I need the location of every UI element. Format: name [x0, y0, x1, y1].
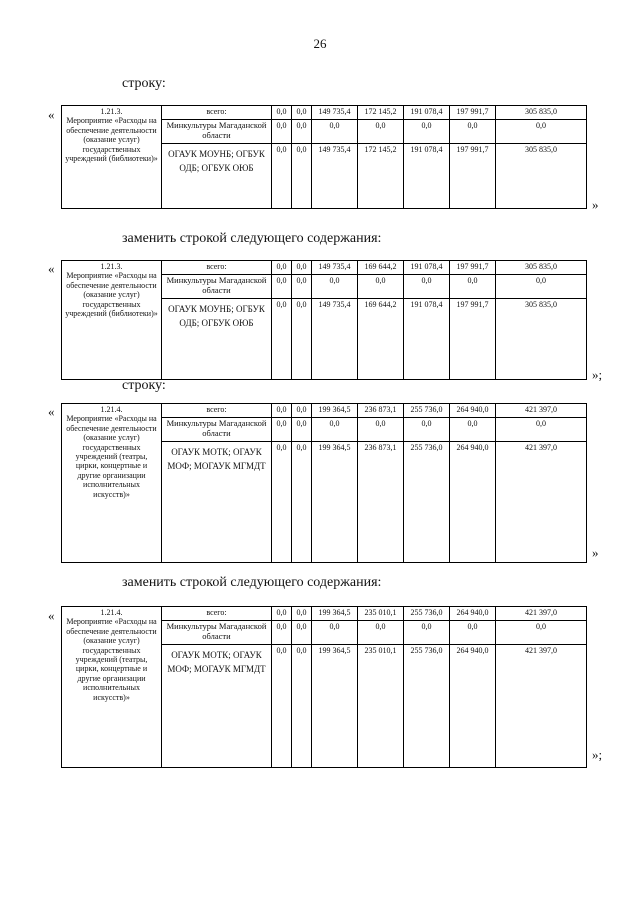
value-cell: 191 078,4 [404, 261, 450, 275]
section-1-close-quote: » [592, 197, 599, 212]
value-cell: 0,0 [312, 621, 358, 645]
row-label-total: всего: [162, 106, 272, 120]
row-label-institutions: ОГАУК МОТК; ОГАУК МОФ; МОГАУК МГМДТ [162, 442, 272, 563]
value-cell: 0,0 [272, 418, 292, 442]
value-cell: 0,0 [292, 261, 312, 275]
value-cell: 0,0 [292, 275, 312, 299]
value-cell: 0,0 [450, 275, 496, 299]
value-cell: 305 835,0 [496, 144, 587, 209]
value-cell: 421 397,0 [496, 404, 587, 418]
value-cell: 0,0 [450, 418, 496, 442]
value-cell: 0,0 [292, 645, 312, 768]
row-label-ministry: Минкультуры Магаданской области [162, 120, 272, 144]
section-2-close-quote: »; [592, 367, 603, 382]
value-cell: 0,0 [272, 621, 292, 645]
section-4-open-quote: « [48, 608, 55, 623]
row-label-total: всего: [162, 607, 272, 621]
value-cell: 305 835,0 [496, 106, 587, 120]
section-4-table [61, 606, 587, 768]
value-cell: 197 991,7 [450, 261, 496, 275]
row-label-ministry: Минкультуры Магаданской области [162, 418, 272, 442]
value-cell: 199 364,5 [312, 607, 358, 621]
value-cell: 0,0 [358, 275, 404, 299]
value-cell: 421 397,0 [496, 645, 587, 768]
section-3-open-quote: « [48, 404, 55, 419]
value-cell: 236 873,1 [358, 442, 404, 563]
value-cell: 0,0 [358, 120, 404, 144]
section-3-close-quote: » [592, 545, 599, 560]
value-cell: 0,0 [496, 621, 587, 645]
value-cell: 0,0 [292, 442, 312, 563]
value-cell: 0,0 [292, 404, 312, 418]
value-cell: 0,0 [450, 621, 496, 645]
value-cell: 172 145,2 [358, 144, 404, 209]
value-cell: 0,0 [272, 275, 292, 299]
value-cell: 149 735,4 [312, 106, 358, 120]
value-cell: 191 078,4 [404, 144, 450, 209]
value-cell: 0,0 [272, 404, 292, 418]
event-code: 1.21.3. [100, 262, 123, 271]
value-cell: 0,0 [292, 299, 312, 380]
value-cell: 0,0 [312, 275, 358, 299]
value-cell: 255 736,0 [404, 404, 450, 418]
value-cell: 0,0 [272, 120, 292, 144]
section-2-heading: заменить строкой следующего содержания: [122, 231, 382, 246]
value-cell: 172 145,2 [358, 106, 404, 120]
section-2-table [61, 260, 587, 380]
value-cell: 197 991,7 [450, 106, 496, 120]
value-cell: 191 078,4 [404, 299, 450, 380]
value-cell: 197 991,7 [450, 144, 496, 209]
value-cell: 169 644,2 [358, 261, 404, 275]
section-4-close-quote: »; [592, 747, 603, 762]
page-number: 26 [313, 36, 327, 51]
value-cell: 264 940,0 [450, 607, 496, 621]
row-label-total: всего: [162, 404, 272, 418]
value-cell: 149 735,4 [312, 261, 358, 275]
value-cell: 264 940,0 [450, 404, 496, 418]
section-3-table [61, 403, 587, 563]
value-cell: 0,0 [358, 621, 404, 645]
event-description: Мероприятие «Расходы на обеспечение деятельности (оказание услуг) государственных учреждений (библиотеки)» [65, 271, 158, 319]
value-cell: 0,0 [272, 645, 292, 768]
event-description: Мероприятие «Расходы на обеспечение деятельности (оказание услуг) государственных учреждений (библиотеки)» [65, 116, 158, 164]
value-cell: 0,0 [292, 418, 312, 442]
value-cell: 0,0 [404, 621, 450, 645]
value-cell: 0,0 [272, 261, 292, 275]
value-cell: 199 364,5 [312, 645, 358, 768]
value-cell: 421 397,0 [496, 442, 587, 563]
value-cell: 236 873,1 [358, 404, 404, 418]
value-cell: 0,0 [450, 120, 496, 144]
value-cell: 169 644,2 [358, 299, 404, 380]
value-cell: 0,0 [496, 275, 587, 299]
value-cell: 235 010,1 [358, 645, 404, 768]
value-cell: 191 078,4 [404, 106, 450, 120]
value-cell: 0,0 [496, 120, 587, 144]
value-cell: 264 940,0 [450, 645, 496, 768]
value-cell: 149 735,4 [312, 299, 358, 380]
value-cell: 264 940,0 [450, 442, 496, 563]
value-cell: 255 736,0 [404, 607, 450, 621]
value-cell: 0,0 [292, 621, 312, 645]
value-cell: 0,0 [272, 607, 292, 621]
value-cell: 0,0 [272, 299, 292, 380]
event-code: 1.21.4. [100, 405, 123, 414]
event-description: Мероприятие «Расходы на обеспечение деятельности (оказание услуг) государственных учреждений (театры, цирки, концертные и другие организации исполнительных искусств)» [66, 414, 157, 499]
event-code: 1.21.3. [100, 107, 123, 116]
value-cell: 305 835,0 [496, 299, 587, 380]
section-4-heading: заменить строкой следующего содержания: [122, 575, 382, 590]
value-cell: 0,0 [292, 607, 312, 621]
value-cell: 0,0 [404, 418, 450, 442]
value-cell: 255 736,0 [404, 645, 450, 768]
value-cell: 0,0 [272, 144, 292, 209]
section-1-open-quote: « [48, 107, 55, 122]
value-cell: 0,0 [292, 106, 312, 120]
row-label-institutions: ОГАУК МОУНБ; ОГБУК ОДБ; ОГБУК ОЮБ [162, 299, 272, 380]
row-label-institutions: ОГАУК МОУНБ; ОГБУК ОДБ; ОГБУК ОЮБ [162, 144, 272, 209]
event-description: Мероприятие «Расходы на обеспечение деятельности (оказание услуг) государственных учреждений (театры, цирки, концертные и другие организации исполнительных искусств)» [66, 617, 157, 702]
section-2-open-quote: « [48, 261, 55, 276]
row-label-total: всего: [162, 261, 272, 275]
row-label-ministry: Минкультуры Магаданской области [162, 275, 272, 299]
value-cell: 421 397,0 [496, 607, 587, 621]
value-cell: 149 735,4 [312, 144, 358, 209]
value-cell: 0,0 [272, 106, 292, 120]
value-cell: 0,0 [404, 120, 450, 144]
value-cell: 199 364,5 [312, 404, 358, 418]
section-1-table [61, 105, 587, 209]
value-cell: 0,0 [358, 418, 404, 442]
value-cell: 0,0 [404, 275, 450, 299]
row-label-ministry: Минкультуры Магаданской области [162, 621, 272, 645]
value-cell: 255 736,0 [404, 442, 450, 563]
value-cell: 0,0 [496, 418, 587, 442]
value-cell: 0,0 [292, 144, 312, 209]
value-cell: 197 991,7 [450, 299, 496, 380]
value-cell: 0,0 [312, 120, 358, 144]
value-cell: 0,0 [312, 418, 358, 442]
section-3-heading: строку: [122, 378, 166, 393]
value-cell: 305 835,0 [496, 261, 587, 275]
section-1-heading: строку: [122, 76, 166, 91]
row-label-institutions: ОГАУК МОТК; ОГАУК МОФ; МОГАУК МГМДТ [162, 645, 272, 768]
value-cell: 235 010,1 [358, 607, 404, 621]
value-cell: 0,0 [272, 442, 292, 563]
value-cell: 0,0 [292, 120, 312, 144]
value-cell: 199 364,5 [312, 442, 358, 563]
event-code: 1.21.4. [100, 608, 123, 617]
